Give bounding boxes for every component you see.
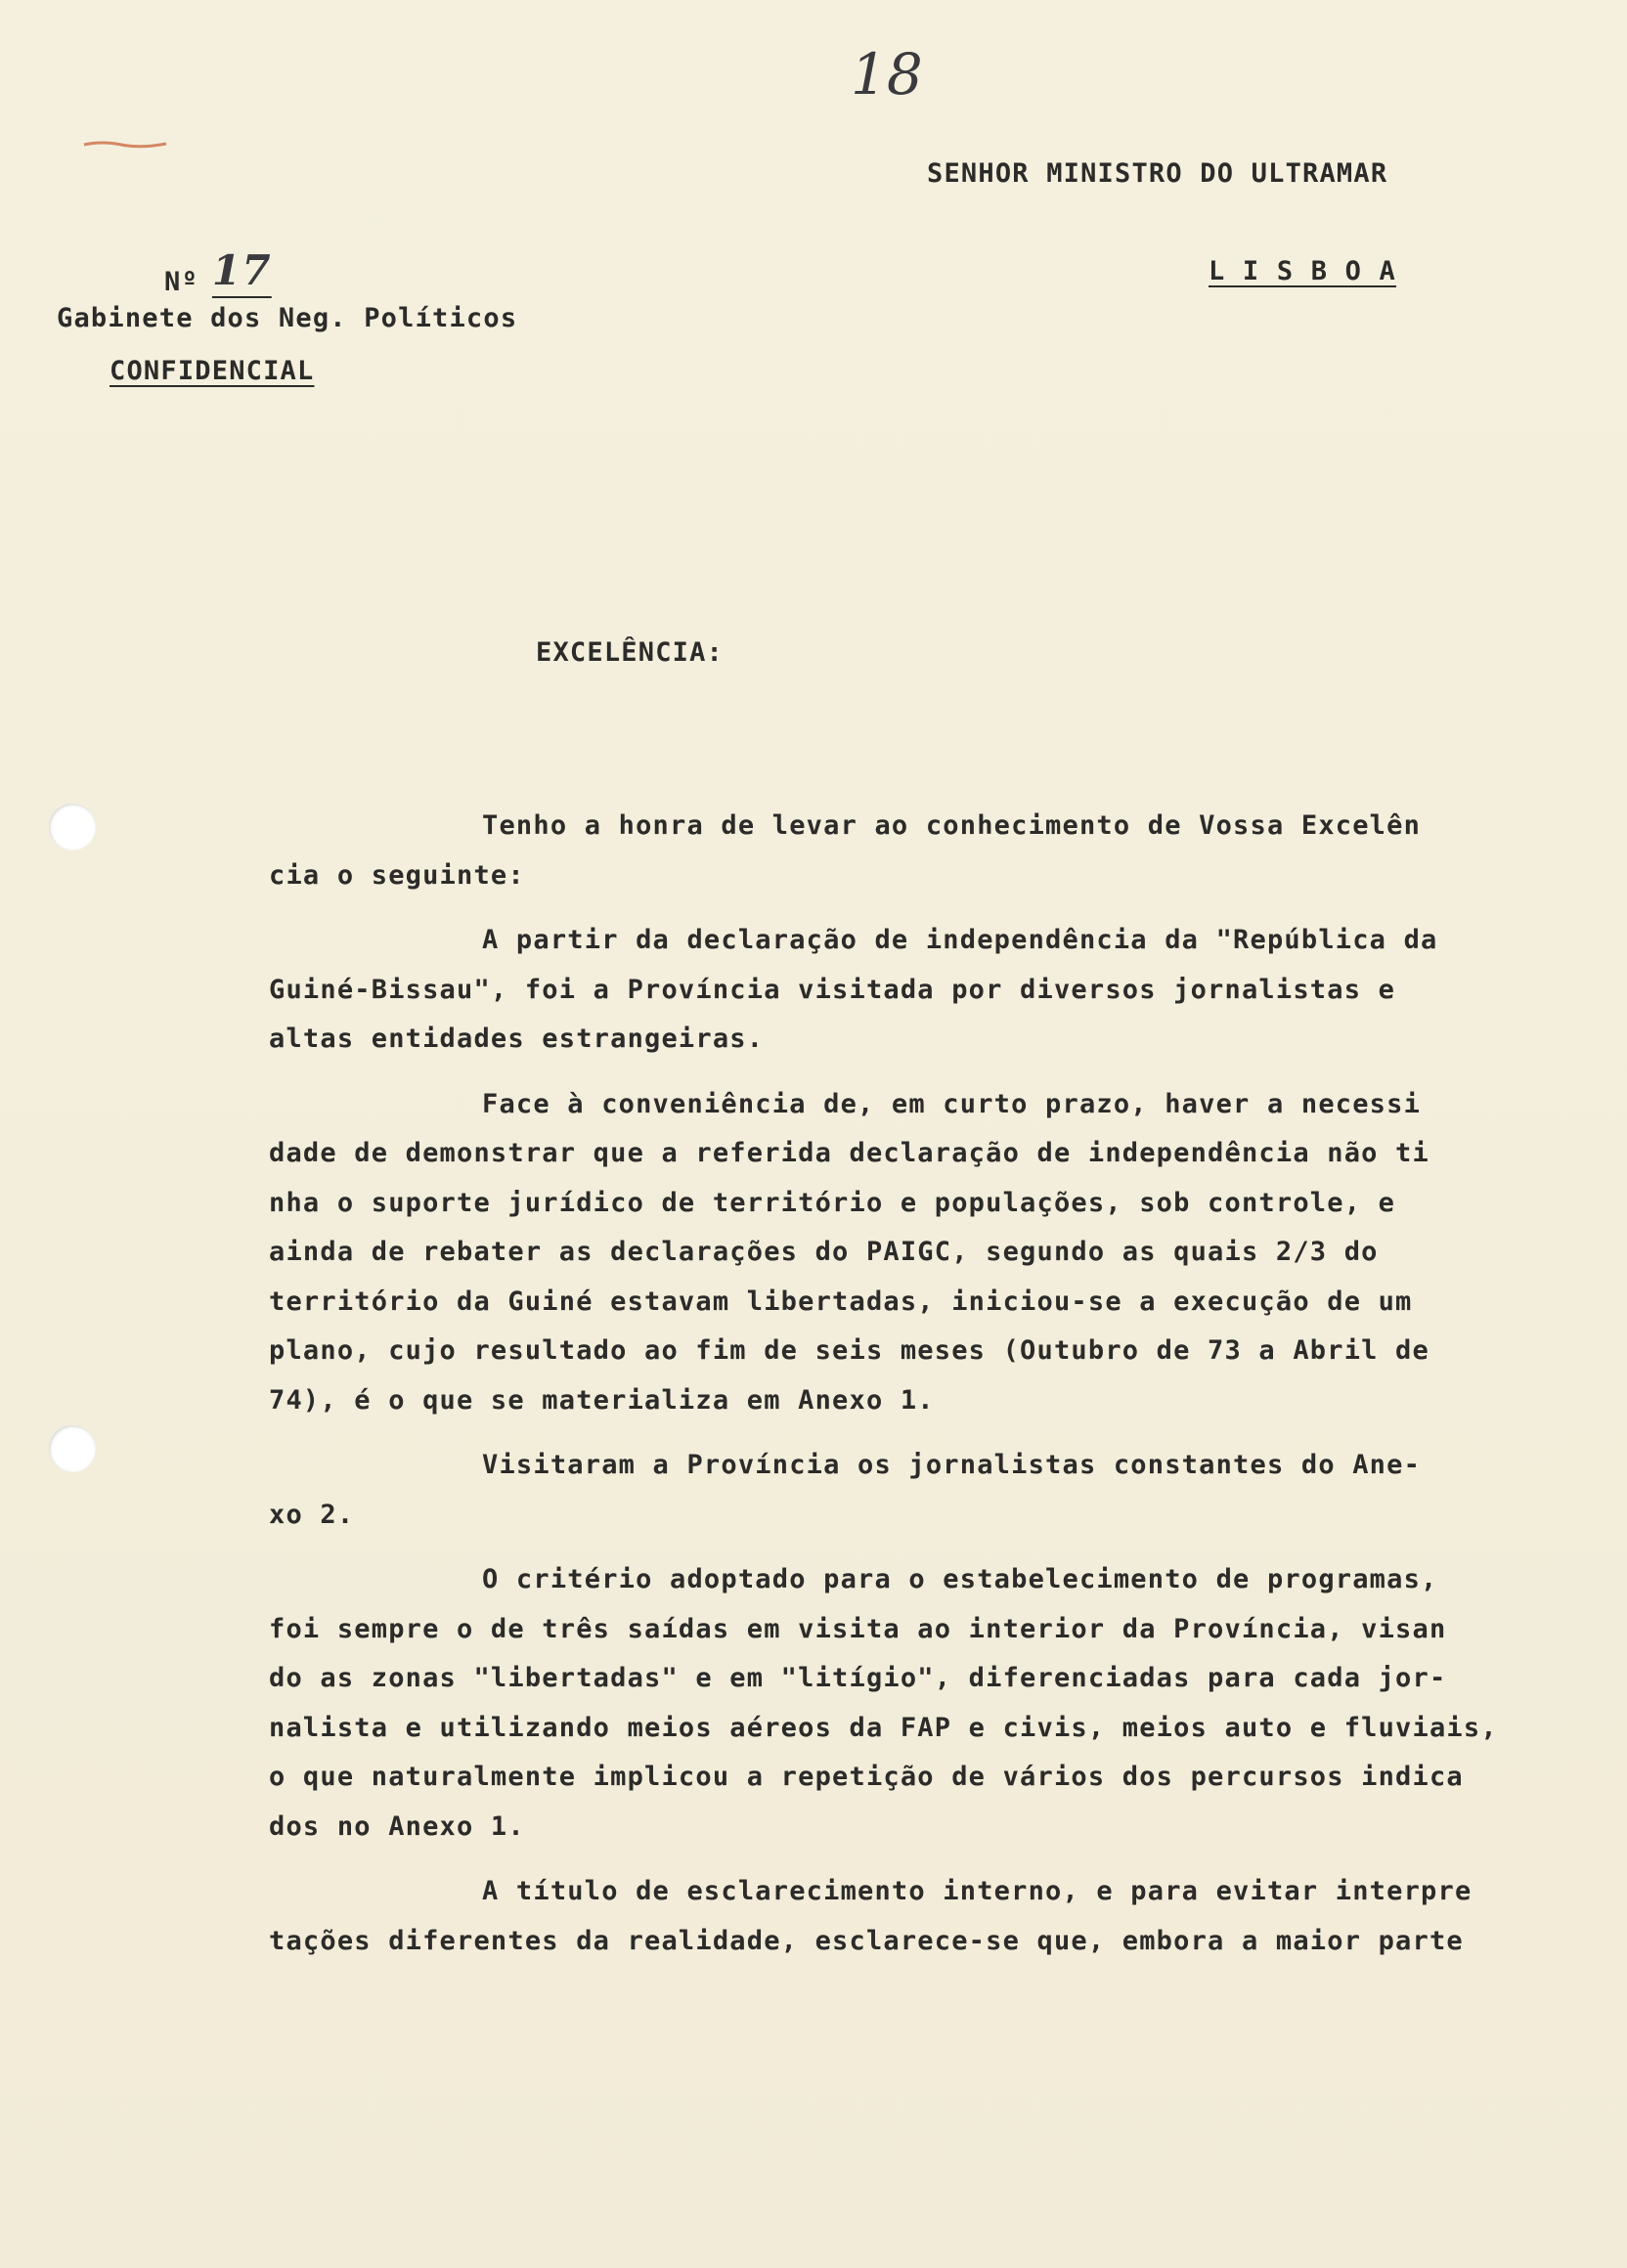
reference-number (164, 246, 288, 300)
classification: CONFIDENCIAL (110, 356, 315, 386)
text-line: Visitaram a Província os jornalistas constantes do Ane- (482, 1450, 1422, 1480)
text-line: nha o suporte jurídico de território e populações, sob controle, e (269, 1187, 1396, 1218)
city: L I S B O A (1209, 256, 1397, 286)
addressee: SENHOR MINISTRO DO ULTRAMAR (927, 158, 1388, 189)
text-line: ainda de rebater as declarações do PAIGC, segundo as quais 2/3 do (269, 1237, 1379, 1267)
page-number-handwritten: 18 (851, 41, 923, 108)
text-line: foi sempre o de três saídas em visita ao interior da Província, visan (269, 1613, 1447, 1644)
text-line: xo 2. (269, 1499, 355, 1530)
text-line: plano, cujo resultado ao fim de seis meses (Outubro de 73 a Abril de (269, 1335, 1429, 1366)
text-line: tações diferentes da realidade, esclarece-se que, embora a maior parte (269, 1925, 1464, 1956)
text-line: O critério adoptado para o estabelecimento de programas, (482, 1564, 1438, 1594)
punch-hole-top (49, 804, 96, 850)
letter-body (269, 802, 1540, 1966)
text-line: do as zonas "libertadas" e em "litígio", diferenciadas para cada jor- (269, 1663, 1447, 1693)
text-line: dos no Anexo 1. (269, 1810, 525, 1842)
text-line: A partir da declaração de independência da "República da (482, 925, 1438, 955)
number-value-handwritten: 17 (211, 246, 272, 294)
text-line: A título de esclarecimento interno, e para evitar interpre (482, 1876, 1473, 1906)
text-line: cia o seguinte: (269, 859, 525, 891)
text-line: Face à conveniência de, em curto prazo, haver a necessi (482, 1088, 1422, 1119)
paragraph-5 (269, 1555, 1540, 1852)
text-line: altas entidades estrangeiras. (269, 1024, 765, 1054)
text-line: dade de demonstrar que a referida declaração de independência não ti (269, 1138, 1429, 1168)
number-label: Nº (164, 267, 198, 297)
text-line: território da Guiné estavam libertadas, iniciou-se a execução de um (269, 1286, 1413, 1317)
text-line: nalista e utilizando meios aéreos da FAP e civis, meios auto e fluviais, (269, 1712, 1498, 1743)
text-line: o que naturalmente implicou a repetição de vários dos percursos indica (269, 1762, 1464, 1792)
stamp-mark (82, 139, 168, 149)
text-line: Guiné-Bissau", foi a Província visitada por diversos jornalistas e (269, 974, 1396, 1005)
text-line: Tenho a honra de levar ao conhecimento de Vossa Excelên (482, 810, 1422, 841)
paragraph-4 (269, 1441, 1540, 1540)
punch-hole-bottom (49, 1425, 96, 1472)
text-line: 74), é o que se materializa em Anexo 1. (269, 1384, 935, 1416)
paragraph-2 (269, 916, 1540, 1065)
paragraph-1 (269, 802, 1540, 900)
salutation: EXCELÊNCIA: (536, 637, 725, 668)
paragraph-6 (269, 1867, 1540, 1966)
paragraph-3 (269, 1080, 1540, 1426)
office-name: Gabinete dos Neg. Políticos (57, 303, 518, 333)
